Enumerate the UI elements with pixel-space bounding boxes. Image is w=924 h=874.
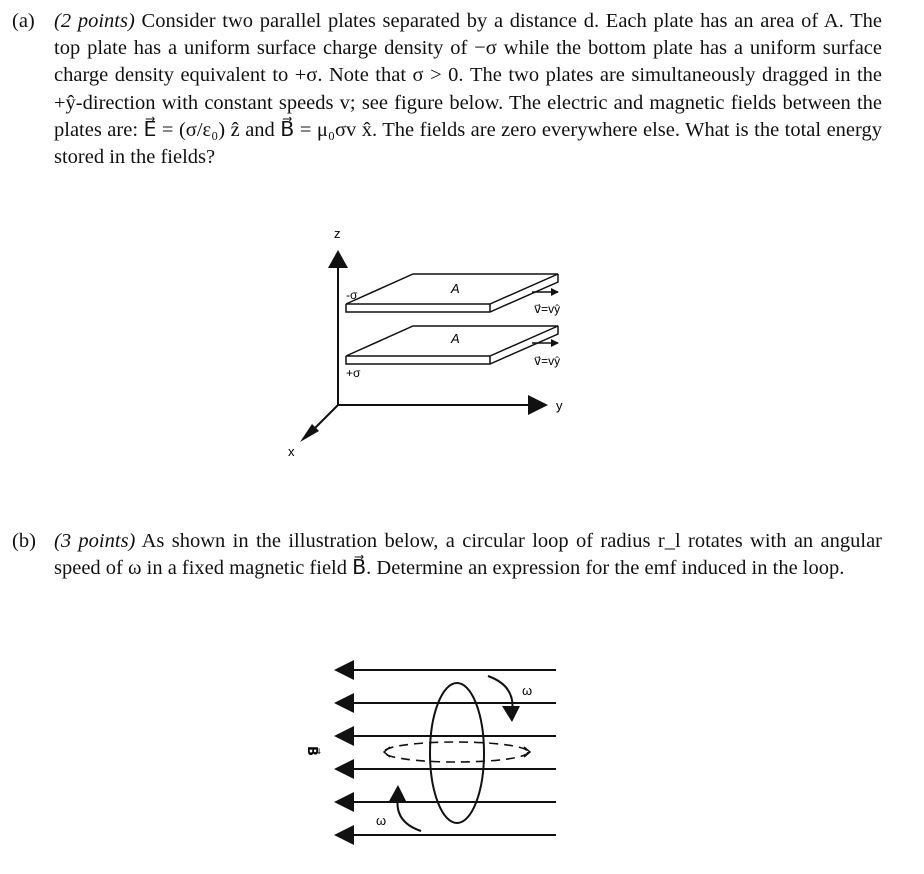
top-charge-label: -σ xyxy=(346,288,358,302)
axis-label-x: x xyxy=(288,444,295,459)
problem-a xyxy=(0,8,924,171)
plate-top-area-label: A xyxy=(451,281,460,296)
figure-parallel-plates xyxy=(270,222,600,472)
field-arrowhead xyxy=(334,792,354,812)
y-axis-arrowhead xyxy=(528,395,548,415)
problem-b-label: (b) xyxy=(12,530,36,552)
problem-a-text-block xyxy=(0,8,924,171)
field-arrowhead xyxy=(334,660,354,680)
problem-b-statement: As shown in the illustration below, a circular loop of radius r_l rotates with an angular speed of ω in a fixed magnetic field B⃗. Determine an expression for the emf induced in the loop. xyxy=(54,530,883,580)
figure-rotating-loop xyxy=(290,652,580,852)
rotation-path-right-arrowhead xyxy=(524,747,530,757)
field-arrowhead xyxy=(334,726,354,746)
velocity-label-bottom: v⃗=vŷ xyxy=(534,354,561,368)
omega-label-top: ω xyxy=(522,683,533,698)
plate-bottom-area-label: A xyxy=(451,331,460,346)
bottom-charge-label: +σ xyxy=(346,366,361,380)
rotation-path xyxy=(384,742,528,762)
omega-label-bottom: ω xyxy=(376,813,387,828)
problem-b-points: (3 points) xyxy=(54,530,136,552)
problem-a-body xyxy=(54,8,882,171)
problem-a-label: (a) xyxy=(12,10,35,32)
problem-a-statement: Consider two parallel plates separated by a distance d. Each plate has an area of A. The top plate has a uniform surface charge density of −σ while the bottom plate has a uniform surface charge density equivalent to +σ. Note that σ > 0. The two plates are simultaneously dragged in the +ŷ-direction with constant speeds v; see figure below. The electric and magnetic fields between the plates are: E⃗ = (σ/ε₀) ẑ and B⃗ = μ₀σv x̂. The fields are zero everywhere else. What is the total energy stored in the fields? xyxy=(54,10,883,169)
rotation-arrow-bottom-head xyxy=(388,785,407,803)
problem-b-text-block xyxy=(0,528,924,582)
z-axis-arrowhead xyxy=(328,250,348,268)
problem-b-body xyxy=(54,528,882,582)
axis-label-z: z xyxy=(334,226,341,241)
field-arrowhead xyxy=(334,825,354,845)
problem-a-points: (2 points) xyxy=(54,10,135,32)
field-arrowhead xyxy=(334,693,354,713)
axis-label-y: y xyxy=(556,398,563,413)
rotating-loop-diagram xyxy=(290,652,580,852)
field-arrowhead xyxy=(334,759,354,779)
problem-b xyxy=(0,528,924,582)
parallel-plates-diagram xyxy=(270,222,600,472)
rotation-arrow-top-head xyxy=(502,706,520,722)
velocity-label-top: v⃗=vŷ xyxy=(534,302,561,316)
field-label-b: B⃗ xyxy=(305,746,320,756)
